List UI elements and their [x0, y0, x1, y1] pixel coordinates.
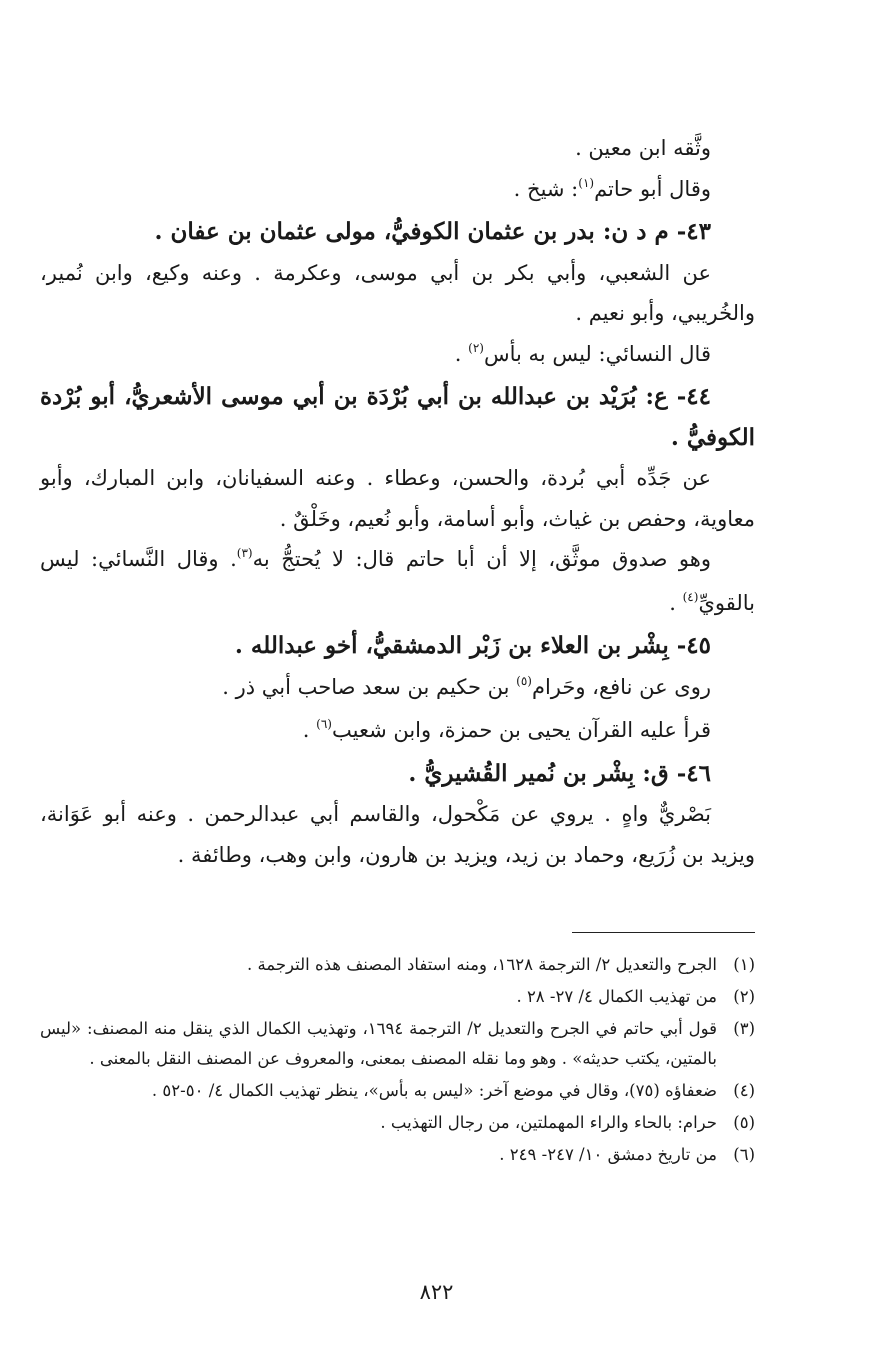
footnote	[40, 1108, 755, 1138]
footnote-text: من تاريخ دمشق ١٠/ ٢٤٧- ٢٤٩ .	[499, 1145, 717, 1164]
text-span: وهو صدوق موثَّق، إلا أن أبا حاتم قال: لا يُحتجُّ به	[252, 547, 711, 571]
footnote-text: الجرح والتعديل ٢/ الترجمة ١٦٢٨، ومنه استفاد المصنف هذه الترجمة .	[246, 955, 717, 974]
text-span: . وقال النَّسائي: ليس بالقويِّ	[40, 547, 755, 615]
footnote-number: (٦)	[733, 1145, 755, 1164]
footnote-number: (٤)	[733, 1081, 755, 1100]
footnote-number: (٢)	[733, 987, 755, 1006]
text-span: روى عن نافع، وحَرام	[531, 674, 711, 699]
entry-heading-43: ٤٣- م د ن: بدر بن عثمان الكوفيُّ، مولى عثمان بن عفان .	[154, 218, 711, 245]
text-span: .	[302, 718, 317, 742]
footnote	[40, 1076, 755, 1106]
footnote-text: حرام: بالحاء والراء المهملتين، من رجال التهذيب .	[380, 1113, 717, 1132]
text-span: : شيخ .	[513, 176, 579, 201]
text-span: بن حكيم بن سعد صاحب أبي ذر .	[222, 674, 517, 699]
text-span: .	[454, 341, 469, 366]
footnote-ref[interactable]: (٤)	[682, 589, 699, 604]
paragraph: بَصْريٌّ واهٍ . يروي عن مَكْحول، والقاسم أبي عبدالرحمن . وعنه أبو عَوَانة، ويزيد بن زُرَيع، وحماد بن زيد، ويزيد بن هارون، وابن وهب، وطائفة .	[40, 802, 755, 867]
paragraph	[40, 710, 755, 754]
text-line: وثَّقه ابن معين .	[575, 136, 711, 160]
entry-heading-45: ٤٥- بِشْر بن العلاء بن زَبْر الدمشقيُّ، أخو عبدالله .	[234, 632, 711, 659]
footnote	[40, 1140, 755, 1170]
paragraph	[40, 334, 755, 378]
footnote-ref[interactable]: (٣)	[236, 546, 253, 560]
paragraph	[40, 667, 755, 711]
entry-heading-44: ٤٤- ع: بُرَيْد بن عبدالله بن أبي بُرْدَة بن أبي موسى الأشعريُّ، أبو بُرْدة الكوفيُّ .	[40, 383, 755, 451]
paragraph	[40, 539, 755, 626]
entry-heading-46: ٤٦- ق: بِشْر بن نُمير القُشيريُّ .	[408, 759, 711, 787]
footnote	[40, 950, 755, 980]
footnote	[40, 1014, 755, 1074]
paragraph: عن جَدِّه أبي بُردة، والحسن، وعطاء . وعنه السفيانان، وابن المبارك، وأبو معاوية، وحفص بن غياث، وأبو أسامة، وأبو نُعيم، وخَلْقٌ .	[40, 466, 755, 531]
footnote	[40, 982, 755, 1012]
footnote-number: (١)	[733, 955, 755, 974]
paragraph: عن الشعبي، وأبي بكر بن أبي موسى، وعكرمة . وعنه وكيع، وابن نُمير، والخُريبي، وأبو نعيم .	[40, 260, 755, 325]
footnote-ref[interactable]: (٢)	[468, 340, 484, 355]
footnote-text: قول أبي حاتم في الجرح والتعديل ٢/ الترجمة ١٦٩٤، وتهذيب الكمال الذي ينقل منه المصنف: «ليس بالمتين، يكتب حديثه» . وهو وما نقله المصنف بمعنى، والمعروف عن المصنف النقل بالمعنى .	[40, 1019, 717, 1068]
paragraph	[40, 169, 755, 213]
footnote-number: (٣)	[733, 1019, 755, 1038]
page-number: ٨٢٢	[419, 1280, 454, 1304]
footnote-text: من تهذيب الكمال ٤/ ٢٧- ٢٨ .	[516, 987, 717, 1006]
text-span: قرأ عليه القرآن يحيى بن حمزة، وابن شعيب	[331, 718, 711, 742]
footnote-text: ضعفاؤه (٧٥)، وقال في موضع آخر: «ليس به بأس»، ينظر تهذيب الكمال ٤/ ٥٠-٥٢ .	[151, 1081, 717, 1100]
text-span: .	[669, 590, 683, 615]
footnote-ref[interactable]: (٥)	[516, 673, 532, 688]
footnotes	[40, 950, 755, 1172]
paragraph	[40, 128, 755, 169]
text-span: قال النسائي: ليس به بأس	[483, 341, 711, 366]
footnote-ref[interactable]: (١)	[578, 175, 595, 190]
main-text	[40, 128, 755, 875]
text-span: وقال أبو حاتم	[594, 176, 711, 201]
footnote-number: (٥)	[733, 1113, 755, 1132]
footnote-divider	[572, 932, 755, 933]
footnote-ref[interactable]: (٦)	[316, 717, 332, 731]
